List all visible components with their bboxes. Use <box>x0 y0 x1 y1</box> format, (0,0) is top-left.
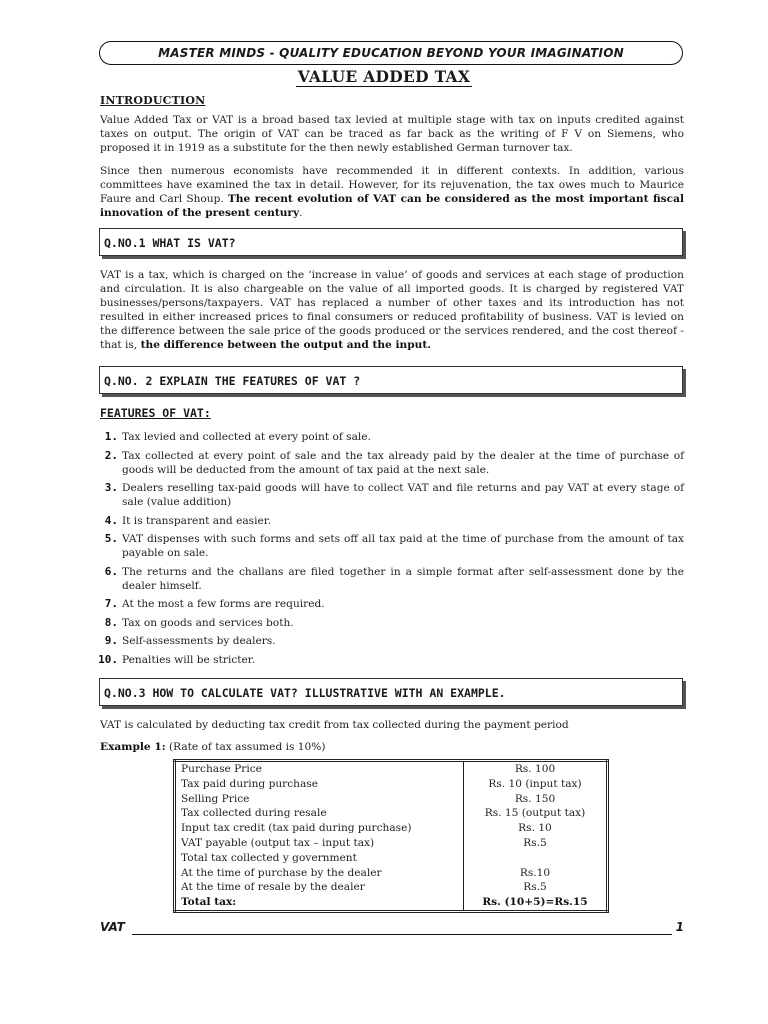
list-item-text: Tax levied and collected at every point of sale. <box>122 431 371 443</box>
table-cell-label: Input tax credit (tax paid during purchase) <box>181 822 412 835</box>
table-cell-label: Total tax collected y government <box>181 851 357 864</box>
table-cell-amount: Rs. 10 (input tax) <box>464 777 608 792</box>
introduction-heading: INTRODUCTION <box>100 94 206 107</box>
list-item-text: Dealers reselling tax-paid goods will have to collect VAT and file returns and pay VAT at every stage of sale (value addition) <box>122 482 684 508</box>
question-3-box: Q.NO.3 HOW TO CALCULATE VAT? ILLUSTRATIVE WITH AN EXAMPLE. <box>99 678 683 706</box>
list-item-number: 5. <box>104 532 118 545</box>
list-item-text: At the most a few forms are required. <box>122 598 325 610</box>
question-1-box: Q.NO.1 WHAT IS VAT? <box>99 228 683 256</box>
table-cell-label: Total tax: <box>181 896 237 909</box>
intro-paragraph-1: Value Added Tax or VAT is a broad based tax levied at multiple stage with tax on inputs credited against taxes on output. The origin of VAT can be traced as far back as the writing of F V on Siemens, who proposed it in 1919 as a substitute for the then newly established German turnover tax. <box>100 114 684 154</box>
list-item <box>88 597 688 611</box>
page-number: 1 <box>675 920 684 934</box>
table-cell-amount: Rs.5 <box>464 880 608 895</box>
list-item <box>88 481 688 509</box>
document-title <box>0 67 768 86</box>
list-item <box>88 634 688 648</box>
table-row <box>175 851 608 866</box>
list-item-number: 3. <box>104 481 118 494</box>
list-item-text: VAT dispenses with such forms and sets off all tax paid at the time of purchase from the amount of tax payable on sale. <box>122 533 684 559</box>
vat-example-table <box>173 759 609 913</box>
table-row <box>175 761 608 777</box>
table-cell-amount: Rs. (10+5)=Rs.15 <box>464 895 608 911</box>
list-item-number: 1. <box>104 430 118 443</box>
table-cell-label: Selling Price <box>181 792 250 805</box>
example-label: Example 1: <box>100 741 166 753</box>
intro-paragraph-2-emphasis: The recent evolution of VAT can be considered as the most important fiscal innovation of the present century <box>100 193 684 219</box>
table-cell-label: At the time of resale by the dealer <box>181 881 365 894</box>
table-row <box>175 836 608 851</box>
calculation-intro: VAT is calculated by deducting tax credit from tax collected during the payment period <box>100 719 569 731</box>
list-item-text: Self-assessments by dealers. <box>122 635 276 647</box>
table-cell-amount: Rs. 100 <box>464 761 608 777</box>
intro-paragraph-2-text: Since then numerous economists have recommended it in different contexts. In addition, various committees have examined the tax in detail. However, for its rejuvenation, the tax owes much to Maurice Faure and Carl Shoup. <box>100 165 684 205</box>
table-cell-label: Tax paid during purchase <box>181 777 319 790</box>
features-heading: FEATURES OF VAT: <box>100 406 211 420</box>
list-item-text: It is transparent and easier. <box>122 514 272 527</box>
list-item <box>88 565 688 593</box>
features-list <box>88 430 688 671</box>
list-item <box>88 653 688 667</box>
list-item-number: 9. <box>104 634 118 647</box>
question-1-answer-text: VAT is a tax, which is charged on the ‘increase in value’ of goods and services at each stage of production and circulation. It is also chargeable on the value of all imported goods. It is charged by registered VAT businesses/persons/taxpayers. VAT has replaced a number of other taxes and its introduction has not resulted in either increased prices to final consumers or reduced profitability of business. VAT is levied on the difference between the sale price of the goods produced or the services rendered, and the cost thereof -that is, <box>100 269 684 351</box>
table-row <box>175 880 608 895</box>
table-cell-amount: Rs. 10 <box>464 821 608 836</box>
table-row <box>175 777 608 792</box>
table-cell-amount: Rs.10 <box>464 866 608 881</box>
list-item-number: 8. <box>104 615 118 629</box>
footer-label: VAT <box>100 920 125 934</box>
example-caption <box>100 741 325 753</box>
example-note: (Rate of tax assumed is 10%) <box>168 741 326 753</box>
question-1-answer <box>100 268 684 352</box>
intro-paragraph-2 <box>100 164 684 220</box>
list-item <box>88 514 688 528</box>
list-item-number: 6. <box>104 564 118 578</box>
list-item-text: Tax on goods and services both. <box>122 616 294 629</box>
document-title-text: VALUE ADDED TAX <box>297 67 471 86</box>
intro-paragraph-2-end: . <box>299 207 303 219</box>
list-item <box>88 430 688 444</box>
table-row <box>175 866 608 881</box>
footer-rule <box>132 934 672 935</box>
table-row <box>175 792 608 807</box>
list-item-text: Penalties will be stricter. <box>122 653 256 666</box>
list-item <box>88 532 688 560</box>
table-cell-label: Purchase Price <box>181 763 262 775</box>
table-row-total <box>175 895 608 911</box>
table-cell-amount: Rs.5 <box>464 836 608 851</box>
list-item <box>88 616 688 630</box>
list-item-number: 2. <box>104 448 118 462</box>
table-cell-amount: Rs. 150 <box>464 792 608 807</box>
question-2-box: Q.NO. 2 EXPLAIN THE FEATURES OF VAT ? <box>99 366 683 394</box>
table-cell-label: VAT payable (output tax – input tax) <box>181 836 375 849</box>
table-row <box>175 806 608 821</box>
table-cell-amount: Rs. 15 (output tax) <box>464 806 608 821</box>
list-item-text: The returns and the challans are filed together in a simple format after self-assessment done by the dealer himself. <box>122 565 684 592</box>
list-item-number: 4. <box>104 513 118 527</box>
table-cell-label: At the time of purchase by the dealer <box>181 866 382 879</box>
question-1-answer-emphasis: the difference between the output and the input. <box>140 339 431 351</box>
table-cell-amount <box>464 851 608 866</box>
list-item-number: 10. <box>98 652 118 666</box>
list-item <box>88 449 688 477</box>
institute-banner: MASTER MINDS - QUALITY EDUCATION BEYOND YOUR IMAGINATION <box>99 41 683 65</box>
table-row <box>175 821 608 836</box>
list-item-text: Tax collected at every point of sale and the tax already paid by the dealer at the time of purchase of goods will be deducted from the amount of tax paid at the next sale. <box>122 449 684 476</box>
list-item-number: 7. <box>104 597 118 610</box>
table-cell-label: Tax collected during resale <box>181 807 327 820</box>
